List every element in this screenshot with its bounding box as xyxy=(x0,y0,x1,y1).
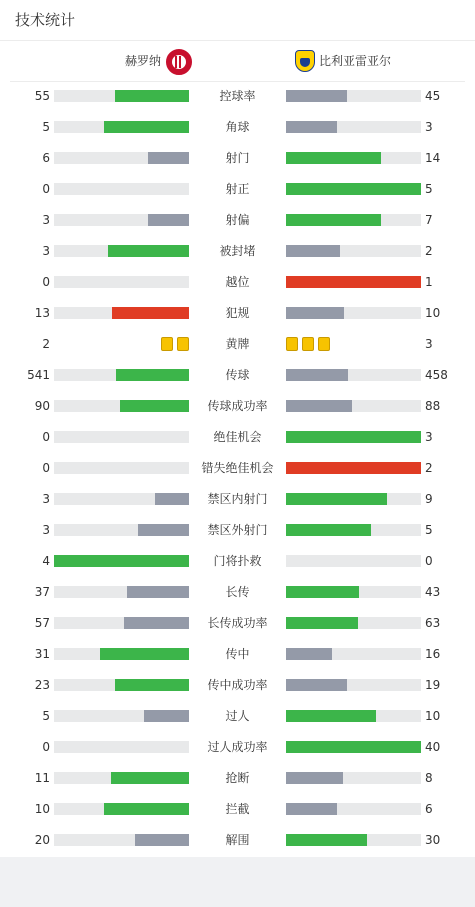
stat-label: 传球成功率 xyxy=(207,399,268,413)
stat-row xyxy=(0,670,475,701)
away-stat-bar-fill xyxy=(286,276,421,288)
home-stat-bar xyxy=(54,90,189,102)
stat-row xyxy=(0,701,475,732)
away-stat-bar-fill xyxy=(286,524,371,536)
stat-label: 过人成功率 xyxy=(207,740,268,754)
away-stat-bar xyxy=(286,369,421,381)
away-stat-bar xyxy=(286,648,421,660)
away-stat-bar xyxy=(286,152,421,164)
away-team-name[interactable]: 比利亚雷亚尔 xyxy=(319,54,392,68)
home-stat-bar xyxy=(54,183,189,195)
away-stat-bar-fill xyxy=(286,648,332,660)
away-stat-bar xyxy=(286,555,421,567)
away-stat-bar-fill xyxy=(286,493,387,505)
stat-label: 犯规 xyxy=(225,306,250,320)
home-stat-value: 3 xyxy=(42,244,50,258)
home-stat-bar-fill xyxy=(54,555,189,567)
away-team-logo-icon[interactable] xyxy=(293,49,317,73)
away-stat-value: 30 xyxy=(425,833,441,847)
home-stat-value: 0 xyxy=(42,461,50,475)
away-stat-bar-fill xyxy=(286,183,421,195)
away-stat-bar xyxy=(286,90,421,102)
stat-label: 角球 xyxy=(225,120,250,134)
stat-label: 拦截 xyxy=(225,802,250,816)
stat-row xyxy=(0,112,475,143)
stat-label: 过人 xyxy=(225,709,250,723)
stat-label: 禁区外射门 xyxy=(207,523,268,537)
stat-label: 长传 xyxy=(225,585,250,599)
away-stat-value: 2 xyxy=(425,244,433,258)
away-stat-value: 7 xyxy=(425,213,433,227)
yellow-card-icon xyxy=(177,337,189,351)
yellow-card-icon xyxy=(161,337,173,351)
stat-row xyxy=(0,391,475,422)
stat-label: 长传成功率 xyxy=(207,616,268,630)
stat-label: 抢断 xyxy=(225,771,250,785)
home-stat-value: 13 xyxy=(34,306,50,320)
away-stat-bar xyxy=(286,431,421,443)
away-stat-value: 63 xyxy=(425,616,441,630)
stat-label: 错失绝佳机会 xyxy=(201,461,274,475)
home-stat-bar xyxy=(54,803,189,815)
stat-row xyxy=(0,484,475,515)
stat-label: 越位 xyxy=(225,275,250,289)
away-stat-value: 458 xyxy=(425,368,448,382)
stat-row xyxy=(0,763,475,794)
stat-row xyxy=(0,639,475,670)
away-stat-value: 5 xyxy=(425,182,433,196)
stat-label: 控球率 xyxy=(219,89,256,103)
home-stat-bar xyxy=(54,617,189,629)
away-stat-bar xyxy=(286,617,421,629)
away-stat-value: 3 xyxy=(425,120,433,134)
away-stat-value: 16 xyxy=(425,647,441,661)
away-stat-bar xyxy=(286,214,421,226)
away-stat-bar-fill xyxy=(286,710,376,722)
away-stat-value: 1 xyxy=(425,275,433,289)
away-stat-bar-fill xyxy=(286,462,421,474)
away-stat-value: 3 xyxy=(425,430,433,444)
home-stat-value: 55 xyxy=(34,89,50,103)
home-stat-value: 6 xyxy=(42,151,50,165)
home-stat-bar-fill xyxy=(108,245,189,257)
away-stat-bar-fill xyxy=(286,90,347,102)
away-stat-value: 3 xyxy=(425,337,433,351)
away-yellow-cards xyxy=(286,337,330,351)
home-stat-value: 0 xyxy=(42,430,50,444)
home-stat-bar-fill xyxy=(116,369,189,381)
home-stat-bar-fill xyxy=(111,772,189,784)
away-stat-value: 14 xyxy=(425,151,441,165)
stat-row xyxy=(0,577,475,608)
yellow-card-icon xyxy=(318,337,330,351)
stat-row xyxy=(0,267,475,298)
away-stat-bar xyxy=(286,679,421,691)
away-stat-value: 45 xyxy=(425,89,441,103)
home-stat-bar-fill xyxy=(155,493,189,505)
home-stat-value: 541 xyxy=(27,368,50,382)
home-stat-bar-fill xyxy=(112,307,189,319)
home-stat-value: 37 xyxy=(34,585,50,599)
home-stat-bar xyxy=(54,369,189,381)
away-stat-bar xyxy=(286,307,421,319)
away-stat-bar xyxy=(286,462,421,474)
stat-label: 传中成功率 xyxy=(207,678,268,692)
home-stat-value: 3 xyxy=(42,523,50,537)
stat-row xyxy=(0,360,475,391)
away-stat-bar xyxy=(286,741,421,753)
away-stat-value: 19 xyxy=(425,678,441,692)
away-stat-bar xyxy=(286,183,421,195)
away-stat-value: 9 xyxy=(425,492,433,506)
stat-row xyxy=(0,205,475,236)
home-stat-bar xyxy=(54,214,189,226)
home-stat-bar xyxy=(54,741,189,753)
home-stat-bar-fill xyxy=(120,400,189,412)
home-stat-value: 31 xyxy=(34,647,50,661)
away-stat-bar-fill xyxy=(286,431,421,443)
away-stat-bar xyxy=(286,493,421,505)
home-stat-bar xyxy=(54,245,189,257)
stat-label: 解围 xyxy=(225,833,250,847)
home-stat-bar xyxy=(54,555,189,567)
away-stat-bar-fill xyxy=(286,121,337,133)
stat-row xyxy=(0,608,475,639)
home-stat-bar-fill xyxy=(135,834,189,846)
stat-row xyxy=(0,794,475,825)
home-stat-value: 5 xyxy=(42,709,50,723)
stat-row xyxy=(0,422,475,453)
away-stat-bar xyxy=(286,803,421,815)
home-stat-value: 5 xyxy=(42,120,50,134)
stat-label: 射正 xyxy=(225,182,250,196)
away-stat-value: 2 xyxy=(425,461,433,475)
home-stat-bar xyxy=(54,772,189,784)
away-stat-bar xyxy=(286,276,421,288)
stat-label: 传球 xyxy=(225,368,250,382)
home-stat-bar xyxy=(54,400,189,412)
home-stat-bar xyxy=(54,276,189,288)
away-stat-bar-fill xyxy=(286,772,343,784)
home-stat-bar-fill xyxy=(115,90,189,102)
away-stat-bar xyxy=(286,524,421,536)
away-stat-bar-fill xyxy=(286,834,367,846)
away-stat-bar-fill xyxy=(286,741,421,753)
home-stat-bar-fill xyxy=(148,152,189,164)
home-stat-bar-fill xyxy=(127,586,189,598)
home-stat-bar xyxy=(54,834,189,846)
home-stat-bar-fill xyxy=(138,524,189,536)
away-stat-value: 10 xyxy=(425,709,441,723)
stat-row xyxy=(0,825,475,856)
home-stat-bar xyxy=(54,648,189,660)
stat-label: 射偏 xyxy=(225,213,250,227)
home-stat-bar-fill xyxy=(124,617,189,629)
stat-row xyxy=(0,732,475,763)
home-stat-bar-fill xyxy=(148,214,189,226)
home-stat-bar xyxy=(54,524,189,536)
away-stat-value: 88 xyxy=(425,399,441,413)
home-stat-bar xyxy=(54,679,189,691)
home-stat-bar-fill xyxy=(115,679,189,691)
stat-row xyxy=(0,453,475,484)
stat-row xyxy=(0,546,475,577)
stat-row xyxy=(0,143,475,174)
away-stat-bar-fill xyxy=(286,400,352,412)
home-stat-value: 10 xyxy=(34,802,50,816)
stat-label: 禁区内射门 xyxy=(207,492,268,506)
away-stat-value: 5 xyxy=(425,523,433,537)
away-stat-value: 10 xyxy=(425,306,441,320)
away-stat-bar-fill xyxy=(286,245,340,257)
home-stat-value: 0 xyxy=(42,275,50,289)
away-stat-bar xyxy=(286,772,421,784)
away-stat-bar xyxy=(286,834,421,846)
away-stat-value: 40 xyxy=(425,740,441,754)
away-stat-bar-fill xyxy=(286,152,381,164)
away-stat-value: 6 xyxy=(425,802,433,816)
away-stat-bar-fill xyxy=(286,803,337,815)
stat-label: 被封堵 xyxy=(219,244,256,258)
stat-row xyxy=(0,515,475,546)
page-title: 技术统计 xyxy=(15,11,76,29)
stat-label: 门将扑救 xyxy=(213,554,262,568)
away-stat-value: 43 xyxy=(425,585,441,599)
home-stat-bar xyxy=(54,493,189,505)
stat-label: 射门 xyxy=(225,151,250,165)
stat-row xyxy=(0,236,475,267)
away-stat-bar-fill xyxy=(286,586,359,598)
away-stat-bar xyxy=(286,586,421,598)
home-yellow-cards xyxy=(161,337,189,351)
away-stat-bar-fill xyxy=(286,617,358,629)
stat-label: 绝佳机会 xyxy=(213,430,262,444)
home-stat-value: 2 xyxy=(42,337,50,351)
home-stat-value: 23 xyxy=(34,678,50,692)
home-stat-value: 3 xyxy=(42,492,50,506)
stat-row xyxy=(0,174,475,205)
away-stat-bar xyxy=(286,121,421,133)
stat-row xyxy=(0,329,475,360)
away-stat-bar-fill xyxy=(286,214,381,226)
yellow-card-icon xyxy=(302,337,314,351)
away-stat-value: 0 xyxy=(425,554,433,568)
stat-row xyxy=(0,81,475,112)
home-stat-value: 3 xyxy=(42,213,50,227)
home-stat-bar xyxy=(54,431,189,443)
home-stat-bar xyxy=(54,307,189,319)
home-stat-value: 90 xyxy=(34,399,50,413)
teams-header xyxy=(10,41,465,82)
home-stat-value: 4 xyxy=(42,554,50,568)
home-stat-value: 0 xyxy=(42,740,50,754)
home-stat-value: 20 xyxy=(34,833,50,847)
home-stat-value: 11 xyxy=(34,771,50,785)
home-stat-value: 0 xyxy=(42,182,50,196)
away-stat-value: 8 xyxy=(425,771,433,785)
home-stat-bar-fill xyxy=(104,803,189,815)
yellow-card-icon xyxy=(286,337,298,351)
stat-label: 传中 xyxy=(225,647,250,661)
away-stat-bar xyxy=(286,710,421,722)
away-stat-bar xyxy=(286,245,421,257)
home-team-logo-icon[interactable] xyxy=(166,49,192,75)
home-stat-bar xyxy=(54,710,189,722)
home-stat-value: 57 xyxy=(34,616,50,630)
home-stat-bar xyxy=(54,121,189,133)
home-stat-bar-fill xyxy=(144,710,189,722)
home-stat-bar xyxy=(54,462,189,474)
stat-row xyxy=(0,298,475,329)
home-stat-bar-fill xyxy=(100,648,189,660)
home-stat-bar-fill xyxy=(104,121,189,133)
home-stat-bar xyxy=(54,152,189,164)
away-stat-bar xyxy=(286,400,421,412)
away-stat-bar-fill xyxy=(286,679,347,691)
away-stat-bar-fill xyxy=(286,307,344,319)
home-team-name[interactable]: 赫罗纳 xyxy=(124,54,161,68)
home-stat-bar xyxy=(54,586,189,598)
stat-label: 黄牌 xyxy=(225,337,250,351)
away-stat-bar-fill xyxy=(286,369,348,381)
